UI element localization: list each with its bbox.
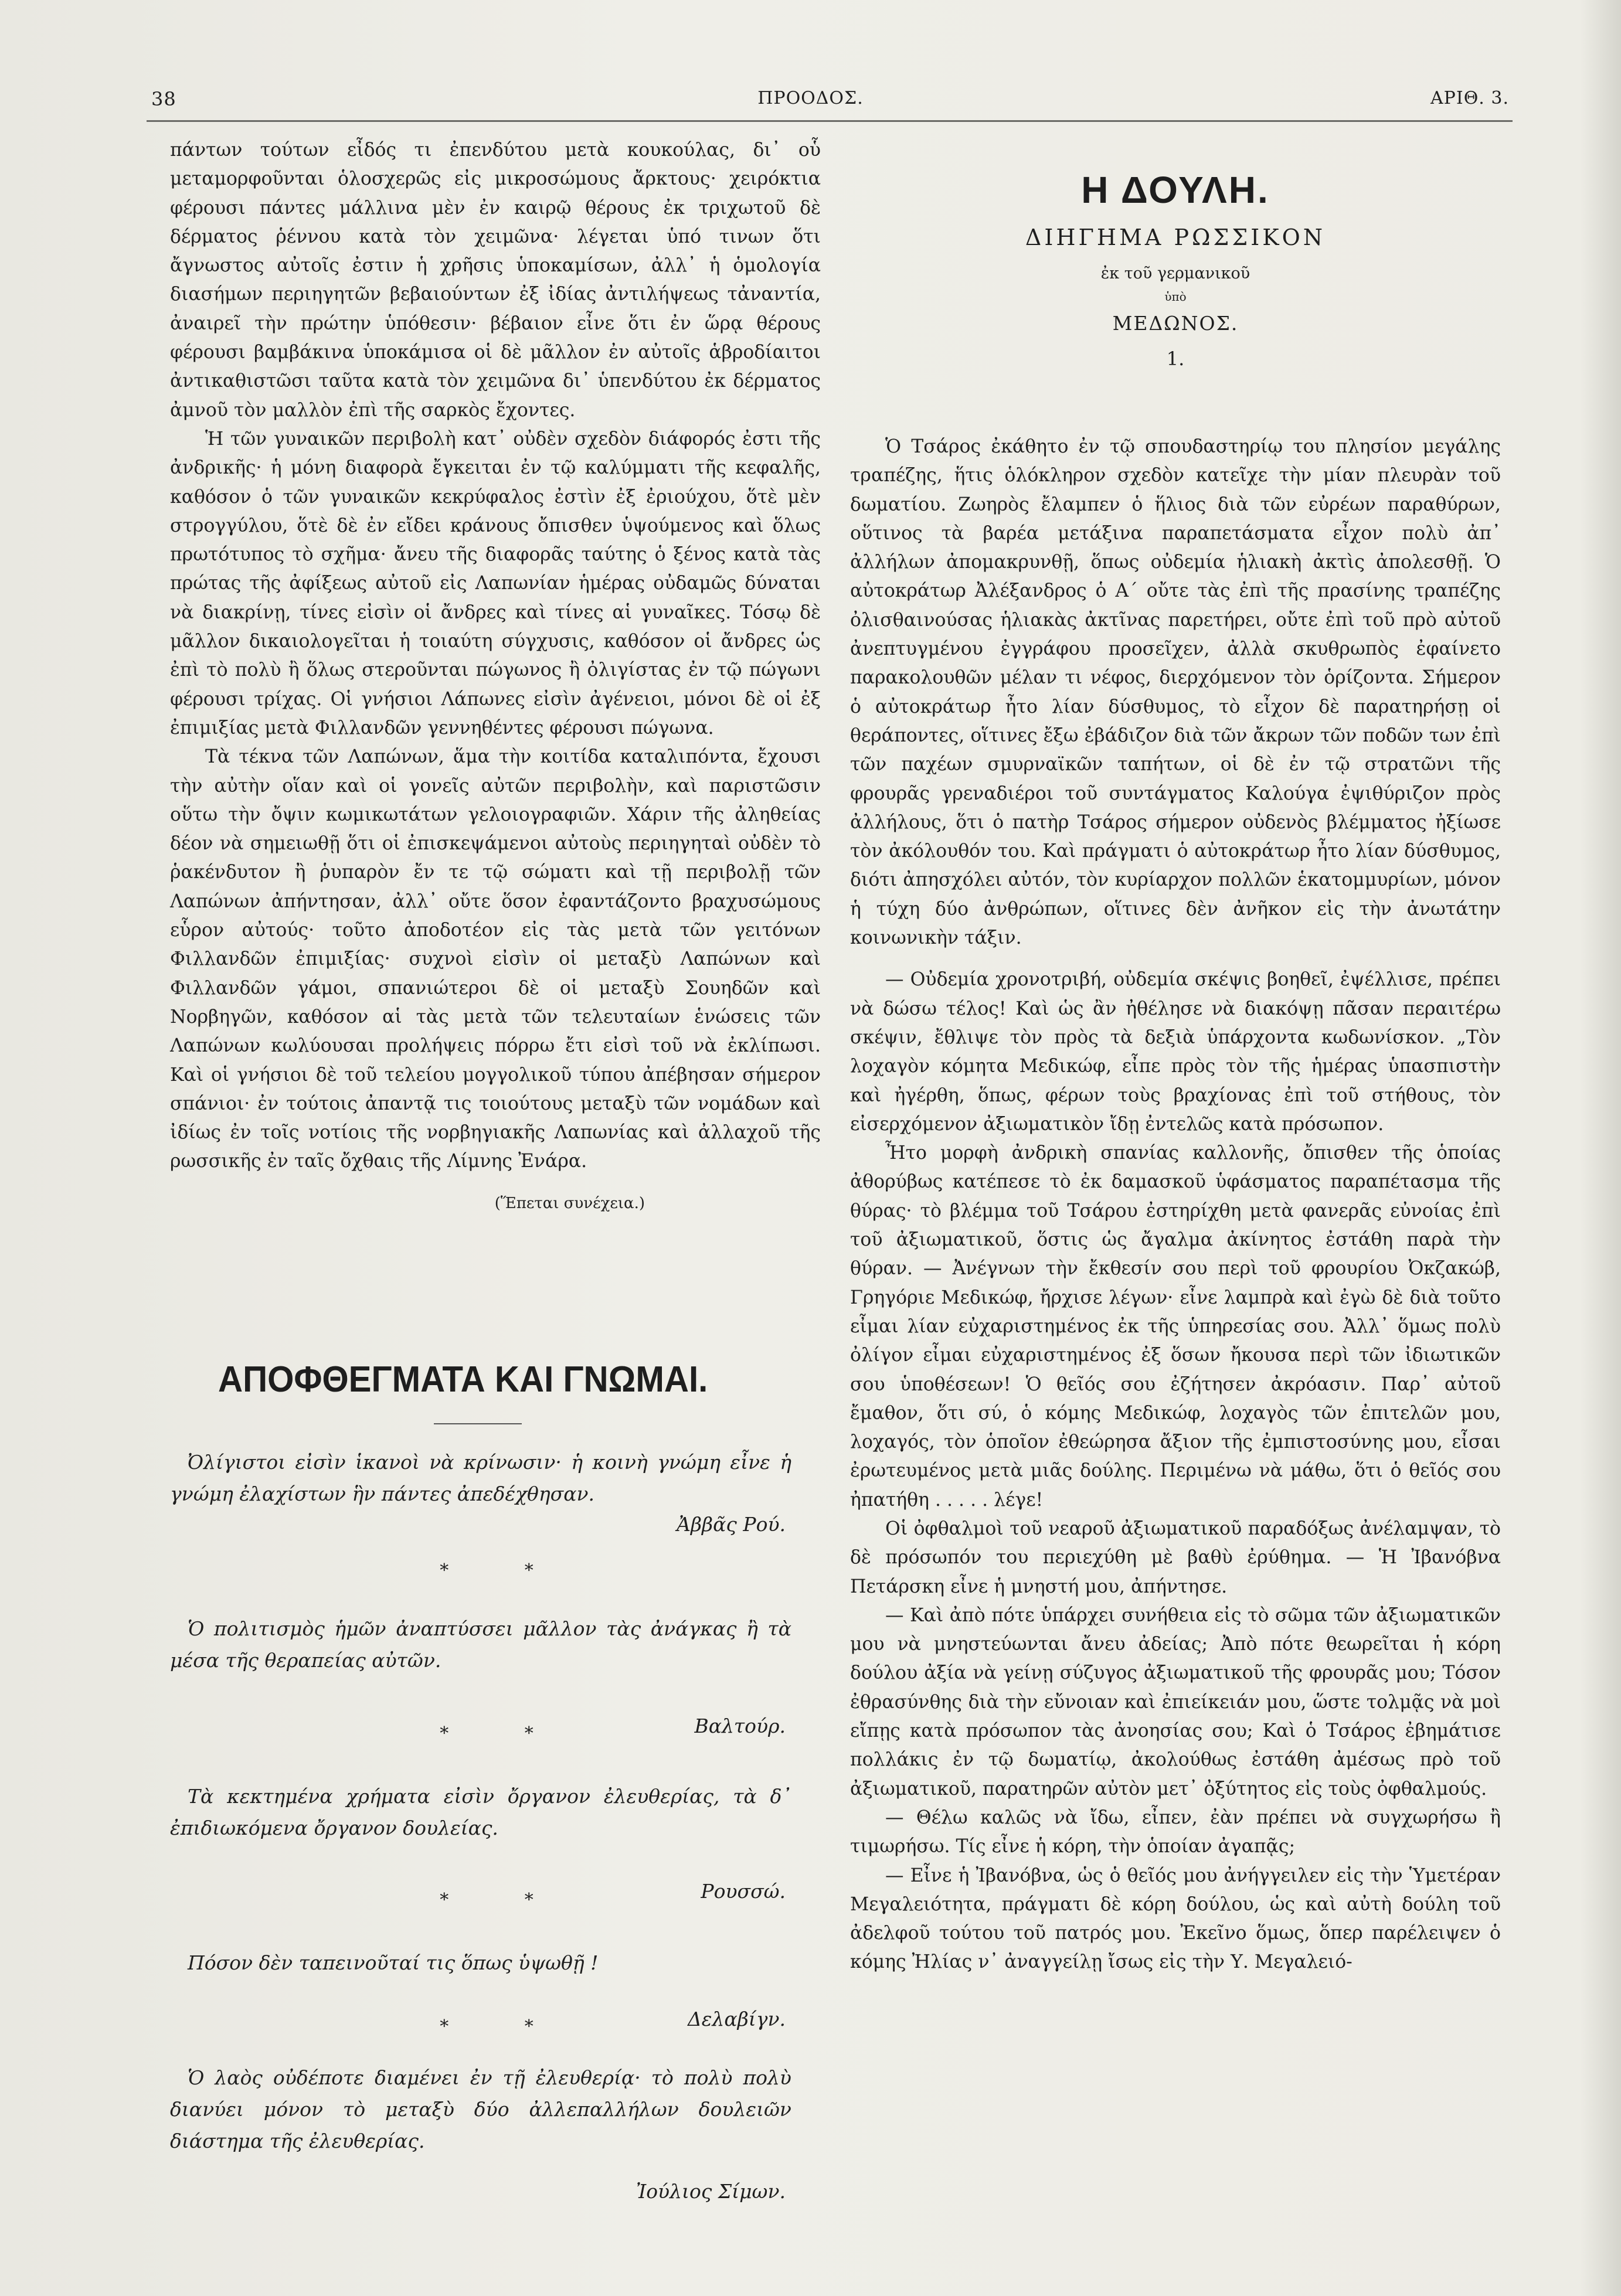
saying-4-author-row [170,2004,791,2035]
story-paragraph: — Εἶνε ἡ Ἰβανόβνα, ὡς ὁ θεῖός μου ἀνήγγειλεν εἰς τὴν Ὑμετέραν Μεγαλειότητα, πράγματι δὲ κόρη δούλου, ὡς καὶ αὐτὴ δούλη τοῦ ἀδελφοῦ τούτου τοῦ πατρός μου. Ἐκεῖνο ὅμως, ὅπερ παρέλειψεν ὁ κόμης Ἠλίας ν᾿ ἀναγγείλῃ ἴσως εἰς τὴν Υ. Μεγαλειό- [850,1865,1501,1973]
story-paragraph: — Καὶ ἀπὸ πότε ὑπάρχει συνήθεια εἰς τὸ σῶμα τῶν ἀξιωματικῶν μου νὰ μνηστεύωνται ἄνευ ἀδείας; Ἀπὸ πότε θεωρεῖται ἡ κόρη δούλου ἀξία νὰ γείνῃ σύζυγος ἀξιωματικοῦ τῆς φρουρᾶς μου; Τόσον ἐθρασύνθης διὰ τὴν εὔνοιαν καὶ ἐπιείκειάν μου, ὥστε τολμᾷς νὰ μοὶ εἴπῃς κατὰ πρόσωπον τὰς ἀνοησίας σου; Καὶ ὁ Τσάρος ἐβημάτισε πολλάκις ἐν τῷ δωματίῳ, ἀκολούθως ἐστάθη ἀμέσως πρὸ τοῦ ἀξιωματικοῦ, παρατηρῶν αὐτὸν μετ᾿ ὀξύτητος εἰς τοὺς ὀφθαλμούς. [850,1604,1501,1800]
story-paragraph: Οἱ ὀφθαλμοὶ τοῦ νεαροῦ ἀξιωματικοῦ παραδόξως ἀνέλαμψαν, τὸ δὲ πρόσωπόν του περιεχύθη μὲ βαθὺ ἐρύθημα. — Ἡ Ἰβανόβνα Πετάρσκη εἶνε ἡ μνηστή μου, ἀπήντησε. [850,1518,1501,1597]
saying-text: Τὰ κεκτημένα χρήματα εἰσὶν ὄργανον ἐλευθερίας, τὰ δ᾿ ἐπιδιωκόμενα ὄργανον δουλείας. [170,1785,791,1839]
saying-2-author-row [170,1710,791,1742]
story-subtitle: ΔΙΗΓΗΜΑ ΡΩΣΣΙΚΟΝ [1025,225,1326,250]
sayings-title-rule [434,1423,522,1424]
saying-5 [170,2062,791,2157]
sayings-title: ΑΠΟΦΘΕΓΜΑΤΑ ΚΑΙ ΓΝΩΜΑΙ. [218,1359,708,1400]
saying-separator: * * [440,1890,569,1910]
saying-text: Ὁ λαὸς οὐδέποτε διαμένει ἐν τῇ ἐλευθερίᾳ· τὸ πολὺ πολὺ διανύει μόνον τὸ μεταξὺ δύο ἀλλεπαλλήλων δουλειῶν διάστημα τῆς ἐλευθερίας. [170,2066,791,2152]
saying-author: Ρουσσώ. [701,1880,786,1903]
saying-text: Ὀλίγιστοι εἰσὶν ἱκανοὶ νὰ κρίνωσιν· ἡ κοινὴ γνώμη εἶνε ἡ γνώμη ἐλαχίστων ἣν πάντες ἀπεδέχθησαν. [170,1451,791,1505]
left-column-article [170,136,821,1218]
saying-separator: * * [440,1560,569,1581]
saying-4 [170,1947,791,1979]
saying-separator: * * [440,1723,569,1744]
story-body [850,433,1501,1977]
saying-separator: * * [440,2016,569,2037]
story-paragraph: — Οὐδεμία χρονοτριβή, οὐδεμία σκέψις βοηθεῖ, ἐψέλλισε, πρέπει νὰ δώσω τέλος! Καὶ ὡς ἂν ἠθέλησε νὰ διακόψῃ πᾶσαν περαιτέρω σκέψιν, ἔθλιψε τὸν πρὸς τὰ δεξιὰ ὑπάρχοντα κωδωνίσκον. „Τὸν λοχαγὸν κόμητα Μεδικώφ, εἶπε πρὸς τὸν τῆς ἡμέρας ὑπασπιστὴν καὶ ἠγέρθη, ὅπως, φέρων τοὺς βραχίονας ἐπὶ τοῦ στήθους, τὸν εἰσερχόμενον ἀξιωματικὸν ἴδῃ ἐντελῶς κατὰ πρόσωπον. [850,969,1501,1135]
saying-author: Δελαβίγν. [687,2008,786,2030]
saying-1 [170,1447,791,1540]
saying-author: Βαλτούρ. [694,1715,786,1737]
issue-number: ΑΡΙΘ. 3. [1430,88,1509,108]
continued-note: (Ἕπεται συνέχεια.) [494,1194,645,1212]
saying-author: Ἰούλιος Σίμων. [636,2180,786,2203]
journal-title: ΠΡΟΟΔΟΣ. [757,88,864,108]
story-paragraph: Ὁ Τσάρος ἐκάθητο ἐν τῷ σπουδαστηρίῳ του πλησίον μεγάλης τραπέζης, ἥτις ὁλόκληρον σχεδὸν κατεῖχε τὴν μίαν πλευρὰν τοῦ δωματίου. Ζωηρὸς ἔλαμπεν ὁ ἥλιος διὰ τῶν εὐρέων παραθύρων, οὕτινος τὰ βαρέα μετάξινα παραπετάσματα εἶχον πολὺ ἀπ᾿ ἀλλήλων ἀπομακρυνθῇ, ὅπως οὐδεμία ἡλιακὴ ἀκτὶς ἀπολεσθῇ. Ὁ αὐτοκράτωρ Ἀλέξανδρος ὁ Α´ οὔτε τὰς ἐπὶ τῆς πρασίνης τραπέζης ὀλισθαινούσας ἡλιακὰς ἀκτῖνας παρετήρει, οὔτε ἐπὶ τοῦ πρὸ αὐτοῦ ἀνεπτυγμένου ἐγγράφου προσεῖχεν, ἀλλὰ σκυθρωπὸς ἐφαίνετο παρακολουθῶν μέλαν τι νέφος, διερχόμενον τὸν ὁρίζοντα. Σήμερον ὁ αὐτοκράτωρ ἦτο λίαν δύσθυμος, τὸ εἶχον δὲ παρατηρήσῃ οἱ θεράποντες, οἵτινες ἔξω ἐβάδιζον διὰ τῶν ἄκρων τῶν ποδῶν των ἐπὶ τῶν παχέων σμυρναϊκῶν ταπήτων, οἱ δὲ ἐν τῷ στρατῶνι τῆς φρουρᾶς γρεναδιέροι τοῦ συντάγματος Καλούγα ἐψιθύριζον πρὸς ἀλλήλους, ὅτι ὁ πατὴρ Τσάρος σήμερον οὐδενὸς βλέμματος ἠξίωσε τὸν ἀκόλουθόν του. Καὶ πράγματι ὁ αὐτοκράτωρ ἦτο λίαν δύσθυμος, διότι ἀπησχόλει αὐτόν, τὸν κυρίαρχον πολλῶν ἑκατομμυρίων, μόνον ἡ τύχη δύο ἀνθρώπων, οἵτινες δὲν ἀνῆκον εἰς τὴν ἀνωτάτην κοινωνικὴν τάξιν. [850,436,1501,949]
saying-text: Ὁ πολιτισμὸς ἡμῶν ἀναπτύσσει μᾶλλον τὰς ἀνάγκας ἢ τὰ μέσα τῆς θεραπείας αὐτῶν. [170,1617,791,1672]
page-number: 38 [151,88,176,110]
story-by: ὑπὸ [1164,290,1187,304]
saying-5-author-row [170,2176,791,2207]
saying-3-author-row [170,1876,791,1907]
article-paragraph: Ἡ τῶν γυναικῶν περιβολὴ κατ᾿ οὐδὲν σχεδὸν διάφορός ἐστι τῆς ἀνδρικῆς· ἡ μόνη διαφορὰ ἔγκειται ἐν τῷ καλύμματι τῆς κεφαλῆς, καθόσον ὁ τῶν γυναικῶν κεκρύφαλος ἐστὶν ἐξ ἐριούχου, ὅτὲ μὲν στρογγύλου, ὅτὲ δὲ ἐν εἴδει κράνους ὄπισθεν ὑψούμενος καὶ ὅλως πρωτότυπος τὸ σχῆμα· ἄνευ τῆς διαφορᾶς ταύτης ὁ ξένος κατὰ τὰς πρώτας τῆς ἀφίξεως αὐτοῦ εἰς Λαπωνίαν ἡμέρας οὐδαμῶς δύναται νὰ διακρίνῃ, τίνες εἰσὶν οἱ ἄνδρες καὶ τίνες αἱ γυναῖκες. Τόσῳ δὲ μᾶλλον δικαιολογεῖται ἡ τοιαύτη σύγχυσις, καθόσον οἱ ἄνδρες ὡς ἐπὶ τὸ πολὺ ἢ ὅλως στεροῦνται πώγωνος ἢ ὀλιγίστας ἐν τῷ πώγωνι φέρουσι τρίχας. Οἱ γνήσιοι Λάπωνες εἰσὶν ἀγένειοι, μόνοι δὲ οἱ ἐξ ἐπιμιξίας μετὰ Φιλλανδῶν γεννηθέντες φέρουσι πώγωνα. [170,428,821,739]
story-paragraph: Ἦτο μορφὴ ἀνδρικὴ σπανίας καλλονῆς, ὄπισθεν τῆς ὁποίας ἀθορύβως κατέπεσε τὸ ἐκ δαμασκοῦ ὑφάσματος παραπέτασμα τῆς θύρας· τὸ βλέμμα τοῦ Τσάρου ἐστηρίχθη μετὰ φανερᾶς εὐνοίας ἐπὶ τοῦ ἀξιωματικοῦ, ὅστις ὡς ἄγαλμα ἀκίνητος ἐστάθη παρὰ τὴν θύραν. — Ἀνέγνων τὴν ἔκθεσίν σου περὶ τοῦ φρουρίου Ὀκζακώβ, Γρηγόριε Μεδικώφ, ἤρχισε λέγων· εἶνε λαμπρὰ καὶ ἐγὼ δὲ διὰ τοῦτο εἶμαι λίαν εὐχαριστημένος ἐκ τῆς ὑπηρεσίας σου. Ἀλλ᾿ ὅμως πολὺ ὀλίγον εἶμαι εὐχαριστημένος ἐξ ὅσων ἤκουσα περὶ τῶν ἰδιωτικῶν σου ὑποθέσεων! Ὁ θεῖός σου ἐζήτησεν ἀκρόασιν. Παρ᾿ αὐτοῦ ἔμαθον, ὅτι σύ, ὁ κόμης Μεδικώφ, λοχαγὸς τῶν ἐπιτελῶν μου, λοχαγός, τὸν ὁποῖον ἐθεώρησα ἄξιον τῆς ἐμπιστοσύνης μου, εἶσαι ἐρωτευμένος μετὰ μιᾶς δούλης. Περιμένω νὰ μάθω, ὅτι ὁ θεῖός σου ἠπατήθη . . . . . λέγε! [850,1142,1501,1511]
story-chapter: 1. [1166,348,1185,370]
page-edge-shadow [1580,0,1621,2296]
story-from: ἐκ τοῦ γερμανικοῦ [1100,264,1250,283]
story-title: Η ΔΟΥΛΗ. [1081,169,1270,211]
header-rule [147,120,1513,122]
article-paragraph: πάντων τούτων εἶδός τι ἐπενδύτου μετὰ κουκούλας, δι᾿ οὗ μεταμορφοῦνται ὁλοσχερῶς εἰς μικροσώμους ἄρκτους· χειρόκτια φέρουσι πάντες μάλλινα μὲν ἐν καιρῷ θέρους ἐκ τριχωτοῦ δὲ δέρματος ῥέννου κατὰ τὸν χειμῶνα· λέγεται ὑπό τινων ὅτι ἄγνωστος αὐτοῖς ἐστιν ἡ χρῆσις ὑποκαμίσων, ἀλλ᾿ ἡ ὁμολογία διασήμων περιηγητῶν βεβαιούντων ἐξ ἰδίας ἀντιλήψεως τἀναντία, ἀναιρεῖ τὴν πρώτην ὑπόθεσιν· βέβαιον εἶνε ὅτι ἐν ὥρᾳ θέρους φέρουσι βαμβάκινα ὑποκάμισα οἱ δὲ μᾶλλον ἐν αὐτοῖς ἁβροδίαιτοι ἀντικαθιστῶσι ταῦτα κατὰ τὸν χειμῶνα δι᾿ ὑπενδύτου ἐκ δέρματος ἀμνοῦ τὸν μαλλὸν ἐπὶ τῆς σαρκὸς ἔχοντες. [170,140,821,421]
saying-2 [170,1613,791,1676]
saying-3 [170,1781,791,1844]
article-paragraph: Τὰ τέκνα τῶν Λαπώνων, ἅμα τὴν κοιτίδα καταλιπόντα, ἔχουσι τὴν αὐτὴν οἵαν καὶ οἱ γονεῖς αὐτῶν περιβολὴν, καὶ παριστῶσιν οὕτω τὴν ὄψιν κωμικωτάτων γελοιογραφιῶν. Χάριν τῆς ἀληθείας δέον νὰ σημειωθῇ ὅτι οἱ ἐπισκεψάμενοι αὐτοὺς περιηγηταὶ οὐδὲν τὸ ῥακένδυτον ἢ ῥυπαρὸν ἔν τε τῷ σώματι καὶ τῇ περιβολῇ τῶν Λαπώνων ἀπήντησαν, ἀλλ᾿ οὔτε ὅσον ἐφαντάζοντο βραχυσώμους εὗρον αὐτούς· τοῦτο ἀποδοτέον εἰς τὰς μετὰ τῶν γειτόνων Φιλλανδῶν ἐπιμιξίας· συχνοὶ εἰσὶν οἱ μεταξὺ Λαπώνων καὶ Φιλλανδῶν γάμοι, σπανιώτεροι δὲ οἱ μεταξὺ Σουηδῶν καὶ Νορβηγῶν, καθόσον αἱ τὰς μετὰ τῶν τελευταίων ἑνώσεις τῶν Λαπώνων κωλύουσαι προλήψεις πόρρω ἔτι εἰσὶ τοῦ νὰ ἐκλίπωσι. Καὶ οἱ γνήσιοι δὲ τοῦ τελείου μογγολικοῦ τύπου ἀπέβησαν σήμερον σπάνιοι· ἐν τούτοις ἀπαντᾷ τις τοιούτους μεταξὺ τῶν νομάδων καὶ ἰδίως ἐν τοῖς νοτίοις τῆς νορβηγιακῆς Λαπωνίας καὶ ἀλλαχοῦ τῆς ρωσσικῆς ἐν ταῖς ὄχθαις τῆς Λίμνης Ἐνάρα. [170,746,821,1172]
story-translator: ΜΕΔΩΝΟΣ. [1112,312,1239,335]
story-header [850,167,1501,370]
story-paragraph: — Θέλω καλῶς νὰ ἴδω, εἶπεν, ἐὰν πρέπει νὰ συγχωρήσω ἢ τιμωρήσω. Τίς εἶνε ἡ κόρη, τὴν ὁποίαν ἀγαπᾷς; [850,1807,1501,1858]
saying-author: Ἀββᾶς Ρού. [677,1513,786,1536]
saying-text: Πόσον δὲν ταπεινοῦταί τις ὅπως ὑψωθῇ ! [188,1951,599,1974]
